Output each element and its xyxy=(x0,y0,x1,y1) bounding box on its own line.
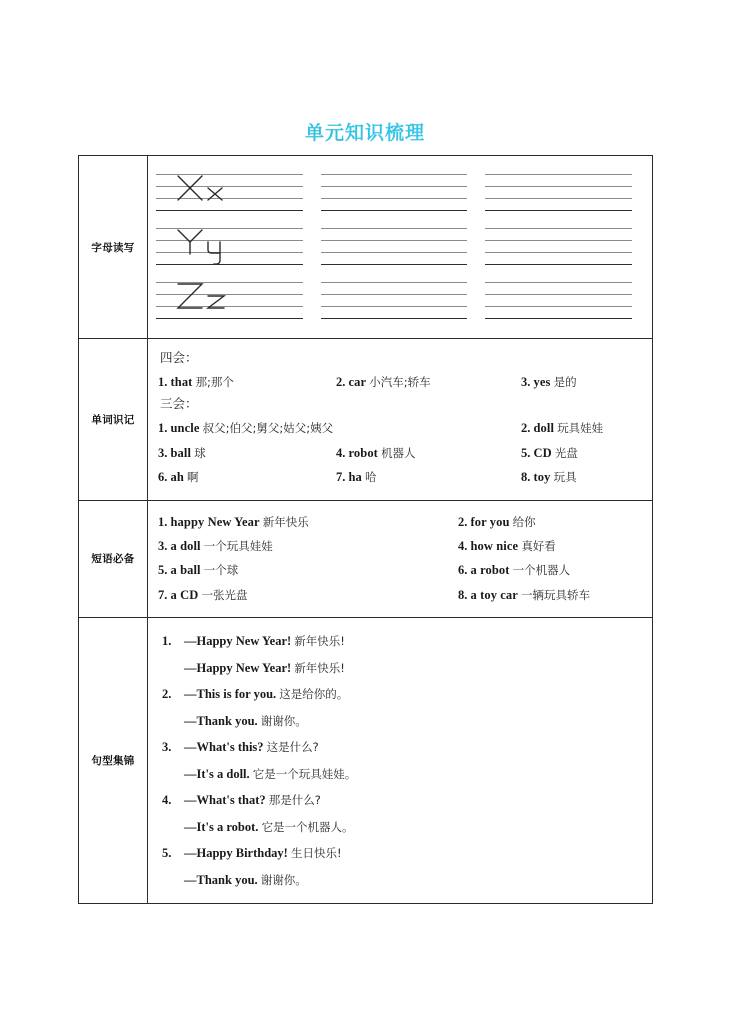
stave-line xyxy=(156,170,632,216)
sentence-chinese: 它是一个机器人。 xyxy=(261,819,354,834)
phrase-number: 2. xyxy=(458,514,468,529)
word-english: car xyxy=(348,375,367,389)
sentence-chinese: 这是给你的。 xyxy=(279,687,349,701)
stave-blank xyxy=(321,278,468,324)
stave-baseline-rule xyxy=(485,264,632,265)
stave-rule xyxy=(321,186,468,187)
phrase-entry xyxy=(158,510,458,534)
sentence-reply xyxy=(162,761,640,788)
word-entry xyxy=(521,416,640,440)
stave-rule xyxy=(485,252,632,253)
phrase-english: a CD xyxy=(170,587,199,602)
word-entry xyxy=(336,441,521,465)
word-number: 2. xyxy=(336,375,346,389)
sentence-ask xyxy=(162,734,640,761)
phrase-english: a toy car xyxy=(470,587,518,602)
sentence-item xyxy=(162,787,640,840)
stave-rule xyxy=(321,228,468,229)
word-english: robot xyxy=(348,445,378,460)
phrases-area xyxy=(148,501,652,618)
word-number: 2. xyxy=(521,421,531,436)
sentence-english: —Thank you. xyxy=(184,713,258,728)
letter-glyph-xx xyxy=(172,168,252,214)
stave-baseline-rule xyxy=(321,264,468,265)
phrase-chinese: 一张光盘 xyxy=(201,587,248,602)
sentence-english: —Happy New Year! xyxy=(184,634,292,648)
stave-rule xyxy=(321,240,468,241)
phrase-english: a robot xyxy=(470,563,510,578)
word-english: ball xyxy=(170,445,192,460)
stave-rule xyxy=(321,174,468,175)
sentence-reply xyxy=(162,655,640,682)
stave-baseline-rule xyxy=(321,318,468,319)
word-entry xyxy=(158,416,521,440)
word-chinese: 那;那个 xyxy=(195,375,234,389)
word-chinese: 啊 xyxy=(187,470,199,485)
sentence-english: —This is for you. xyxy=(184,687,277,701)
word-chinese: 叔父;伯父;舅父;姑父;姨父 xyxy=(202,421,334,436)
phrase-entry xyxy=(458,558,640,582)
word-chinese: 小汽车;轿车 xyxy=(369,375,431,389)
stave-with-letters xyxy=(156,224,303,270)
stave-baseline-rule xyxy=(485,318,632,319)
stave-blank xyxy=(321,224,468,270)
sentence-chinese: 它是一个玩具娃娃。 xyxy=(252,766,357,781)
stave-blank xyxy=(485,170,632,216)
word-english: toy xyxy=(533,470,551,485)
sentence-chinese: 谢谢你。 xyxy=(260,872,307,887)
phrase-chinese: 一个机器人 xyxy=(512,563,571,578)
sentence-ask xyxy=(162,628,640,655)
sentence-number: 3. xyxy=(162,740,172,754)
phrase-chinese: 新年快乐 xyxy=(262,514,309,529)
letter-glyph-yy xyxy=(172,222,252,268)
phrase-entry xyxy=(458,583,640,607)
row-label-words: 单词识记 xyxy=(79,339,148,500)
sentence-number: 5. xyxy=(162,846,172,860)
stave-rule xyxy=(321,252,468,253)
stave-baseline-rule xyxy=(321,210,468,211)
phrase-chinese: 一个玩具娃娃 xyxy=(203,538,273,553)
sentence-chinese: 那是什么? xyxy=(268,793,321,807)
stave-rule xyxy=(485,228,632,229)
phrase-english: happy New Year xyxy=(170,514,260,529)
stave-rule xyxy=(485,198,632,199)
handwriting-area xyxy=(148,156,652,338)
word-english: that xyxy=(170,375,193,389)
word-english: uncle xyxy=(170,421,200,436)
phrase-number: 3. xyxy=(158,538,168,553)
sentence-chinese: 生日快乐! xyxy=(290,846,342,860)
sentence-chinese: 新年快乐! xyxy=(294,634,345,648)
word-number: 8. xyxy=(521,470,531,485)
stave-rule xyxy=(485,282,632,283)
sentence-chinese: 谢谢你。 xyxy=(260,713,307,728)
knowledge-summary-table xyxy=(78,155,653,904)
table-row-words xyxy=(79,339,652,501)
sentence-english: —What's that? xyxy=(184,793,266,807)
sentence-reply xyxy=(162,867,640,894)
phrase-number: 4. xyxy=(458,538,468,553)
word-entry xyxy=(336,370,521,394)
sentence-english: —It's a robot. xyxy=(184,819,259,834)
sentence-english: —Happy Birthday! xyxy=(184,846,288,860)
word-number: 3. xyxy=(521,375,531,389)
phrase-english: how nice xyxy=(470,538,519,553)
sentence-number: 2. xyxy=(162,687,172,701)
phrase-english: for you xyxy=(470,514,510,529)
sentence-item xyxy=(162,628,640,681)
page-title: 单元知识梳理 xyxy=(0,118,730,145)
stave-rule xyxy=(321,294,468,295)
row-label-letters: 字母读写 xyxy=(79,156,148,338)
sentence-ask xyxy=(162,840,640,867)
phrase-entry xyxy=(458,510,640,534)
word-english: yes xyxy=(533,375,551,389)
sentence-number: 1. xyxy=(162,634,172,648)
stave-rule xyxy=(321,282,468,283)
stave-line xyxy=(156,278,632,324)
words-grid-four-skills xyxy=(158,370,640,394)
stave-rule xyxy=(321,306,468,307)
word-entry xyxy=(521,465,640,489)
word-number: 4. xyxy=(336,445,346,460)
sentence-chinese: 新年快乐! xyxy=(294,660,345,675)
phrases-grid xyxy=(158,510,640,608)
word-number: 6. xyxy=(158,470,168,485)
phrase-chinese: 真好看 xyxy=(521,538,556,553)
stave-blank xyxy=(321,170,468,216)
sentence-reply xyxy=(162,708,640,735)
stave-rule xyxy=(485,306,632,307)
word-entry xyxy=(521,441,640,465)
stave-rule xyxy=(485,174,632,175)
word-chinese: 光盘 xyxy=(554,445,578,460)
sentence-english: —Happy New Year! xyxy=(184,660,292,675)
word-english: ah xyxy=(170,470,184,485)
sentence-chinese: 这是什么? xyxy=(266,740,319,754)
sentence-ask xyxy=(162,787,640,814)
phrase-number: 1. xyxy=(158,514,168,529)
word-number: 5. xyxy=(521,445,531,460)
sentence-english: —Thank you. xyxy=(184,872,258,887)
word-english: ha xyxy=(348,470,362,485)
stave-blank xyxy=(485,224,632,270)
sentence-item xyxy=(162,681,640,734)
phrase-chinese: 一个球 xyxy=(203,563,239,578)
stave-with-letters xyxy=(156,278,303,324)
stave-line xyxy=(156,224,632,270)
table-row-sentences xyxy=(79,618,652,903)
phrase-chinese: 一辆玩具轿车 xyxy=(521,587,591,602)
phrase-entry xyxy=(458,534,640,558)
stave-blank xyxy=(485,278,632,324)
phrase-number: 5. xyxy=(158,563,168,578)
stave-rule xyxy=(485,240,632,241)
word-number: 7. xyxy=(336,470,346,485)
stave-baseline-rule xyxy=(485,210,632,211)
word-number: 1. xyxy=(158,421,168,436)
phrase-number: 7. xyxy=(158,587,168,602)
phrase-number: 8. xyxy=(458,587,468,602)
phrase-chinese: 给你 xyxy=(512,514,536,529)
stave-rule xyxy=(485,294,632,295)
word-english: doll xyxy=(533,421,555,436)
words-heading-four-skills: 四会： xyxy=(160,351,198,365)
sentence-number: 4. xyxy=(162,793,172,807)
stave-rule xyxy=(485,186,632,187)
sentence-english: —What's this? xyxy=(184,740,264,754)
sentence-ask xyxy=(162,681,640,708)
phrase-entry xyxy=(158,583,458,607)
phrase-number: 6. xyxy=(458,563,468,578)
word-entry xyxy=(158,441,336,465)
phrase-entry xyxy=(158,534,458,558)
row-label-phrases: 短语必备 xyxy=(79,501,148,618)
row-label-sentences: 句型集锦 xyxy=(79,618,148,903)
word-chinese: 机器人 xyxy=(381,445,416,460)
word-english: CD xyxy=(533,445,552,460)
stave-rule xyxy=(321,198,468,199)
sentence-english: —It's a doll. xyxy=(184,766,250,781)
stave-with-letters xyxy=(156,170,303,216)
sentence-item xyxy=(162,734,640,787)
phrase-entry xyxy=(158,558,458,582)
words-area xyxy=(148,339,652,500)
word-chinese: 是的 xyxy=(553,375,577,389)
sentence-reply xyxy=(162,814,640,841)
table-row-phrases xyxy=(79,501,652,619)
sentences-area xyxy=(148,618,652,903)
phrase-english: a ball xyxy=(170,563,201,578)
word-chinese: 球 xyxy=(194,445,206,460)
word-chinese: 玩具 xyxy=(553,470,577,485)
letter-glyph-zz xyxy=(172,276,252,322)
word-chinese: 哈 xyxy=(365,470,377,485)
sentence-item xyxy=(162,840,640,893)
table-row-letters xyxy=(79,156,652,339)
phrase-english: a doll xyxy=(170,538,201,553)
word-entry xyxy=(336,465,521,489)
word-number: 3. xyxy=(158,445,168,460)
word-entry xyxy=(158,370,336,394)
word-chinese: 玩具娃娃 xyxy=(557,421,604,436)
word-number: 1. xyxy=(158,375,168,389)
words-heading-three-skills: 三会： xyxy=(160,397,198,412)
word-entry xyxy=(521,370,640,394)
word-entry xyxy=(158,465,336,489)
words-grid-three-skills xyxy=(158,416,640,489)
